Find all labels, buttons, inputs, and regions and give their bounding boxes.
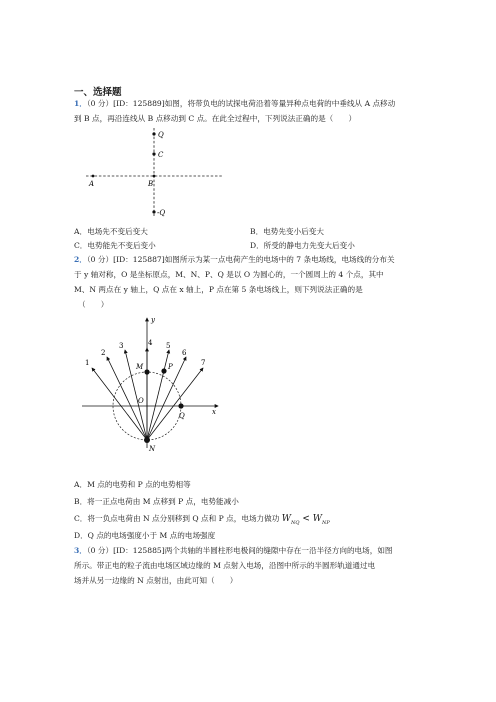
label-p: P — [168, 363, 173, 371]
question-1-number: 1． — [74, 99, 87, 108]
question-2-line-2: 于 y 轴对称，O 是坐标原点，M、N、P、Q 是以 O 为圆心的，一个圆周上的 4 个点，其中 — [74, 270, 384, 279]
label-o: O — [138, 397, 144, 405]
question-3-text — [74, 543, 426, 588]
label-x-axis: x — [212, 408, 216, 416]
question-1-line-1-body: 如图，将带负电的试探电荷沿着等量异种点电荷的中垂线从 A 点移动 — [164, 99, 396, 108]
question-2-option-a[interactable]: A．M 点的电势和 P 点的电势相等 — [74, 480, 191, 489]
point-m — [144, 369, 149, 374]
label-m: M — [136, 363, 144, 371]
label-q-top: Q — [158, 131, 164, 139]
field-line-label-2: 2 — [101, 349, 106, 357]
question-2-line-4: （ ） — [78, 300, 109, 309]
question-2-line-3: M、N 两点在 y 轴上，Q 点在 x 轴上，P 点在第 5 条电场线上，则下列说法正确的是 — [74, 285, 363, 294]
field-line-label-7: 7 — [201, 359, 206, 367]
question-1-option-d[interactable]: D．所受的静电力先变大后变小 — [250, 241, 355, 250]
question-2-option-d[interactable]: D．Q 点的电场强度小于 M 点的电场强度 — [74, 531, 216, 540]
question-3-number: 3． — [74, 546, 87, 555]
label-minus-q: -Q — [157, 209, 166, 217]
question-1-option-c[interactable]: C．电势能先不变后变小 — [74, 241, 156, 250]
section-title: 一、选择题 — [74, 87, 122, 98]
question-1-option-b[interactable]: B．电势先变小后变大 — [250, 227, 324, 236]
label-b: B — [148, 180, 154, 188]
question-2-option-c[interactable] — [74, 513, 330, 529]
point-q — [178, 403, 183, 408]
question-2-line-1-body: 如图所示为某一点电荷产生的电场中的 7 条电场线，电场线的分布关 — [164, 255, 395, 264]
question-3-line-1-body: 两个共轴的半圆柱形电极间的缝隙中存在一沿半径方向的电场，如图 — [164, 546, 393, 555]
label-q: Q — [179, 412, 185, 420]
question-3-line-1 — [74, 543, 426, 558]
field-line-label-1: 1 — [85, 359, 90, 367]
label-n: N — [149, 445, 156, 453]
point-p — [161, 368, 166, 373]
question-3-line-3: 场并从另一边缘的 N 点射出，由此可知（ ） — [74, 576, 238, 585]
question-2-number: 2． — [74, 255, 87, 264]
question-1-line-2: 到 B 点，再沿连线从 B 点移动到 C 点。在此全过程中，下列说法正确的是（ ） — [74, 114, 357, 123]
field-lines — [92, 348, 206, 440]
question-2-option-c-text: C．将一负点电荷由 N 点分别移到 Q 点和 P 点，电场力做功 — [74, 514, 280, 523]
label-a: A — [89, 180, 95, 188]
question-2-option-c-formula: $W_{NQ} < W_{NP}$ — [281, 514, 330, 526]
question-3-line-2: 所示。带正电的粒子流由电场区域边缘的 M 点射入电场，沿图中所示的半圆形轨道通过电 — [74, 561, 376, 570]
field-line-label-3: 3 — [119, 342, 124, 350]
field-line-label-5: 5 — [166, 342, 171, 350]
field-line-label-4: 4 — [148, 339, 153, 347]
question-1-head: （0 分）[ID：125889] — [86, 99, 165, 108]
question-1-option-a[interactable]: A．电场先不变后变大 — [74, 227, 148, 236]
question-2-head: （0 分）[ID：125887] — [86, 255, 165, 264]
question-2-option-b[interactable]: B．将一正点电荷由 M 点移到 P 点，电势能减小 — [74, 497, 239, 506]
field-line-label-6: 6 — [182, 349, 187, 357]
question-3-head: （0 分）[ID：125885] — [86, 546, 165, 555]
point-n-charge — [144, 437, 150, 443]
label-y-axis: y — [151, 316, 155, 324]
label-c: C — [158, 151, 164, 159]
